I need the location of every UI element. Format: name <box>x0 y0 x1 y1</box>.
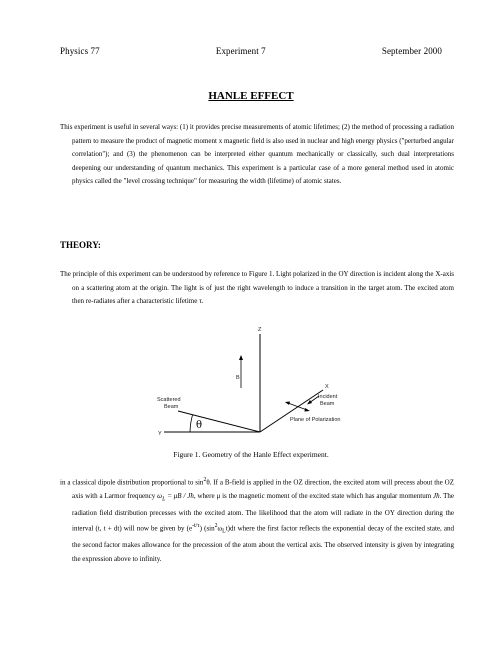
b-field-arrowhead <box>239 355 243 360</box>
header-course: Physics 77 <box>60 46 100 56</box>
body-text: , where μ is the magnetic moment of the excited state which has angular momentum <box>193 491 432 500</box>
larmor-sub: L <box>162 496 166 503</box>
exponent-text: t/τ <box>194 523 200 530</box>
body-sup: 2 <box>214 523 218 530</box>
body-sub: L <box>222 528 226 535</box>
body-text: in a classical dipole distribution proportional to sin <box>60 478 204 487</box>
body-text: ω <box>217 524 223 533</box>
header-experiment: Experiment 7 <box>215 46 266 56</box>
larmor-formula <box>157 491 194 503</box>
larmor-rest: = μB / Jħ <box>165 491 194 500</box>
theta-arc <box>190 415 193 432</box>
polarization-label: Plane of Polarization <box>290 417 341 423</box>
figure-caption: Figure 1. Geometry of the Hanle Effect experiment. <box>173 450 329 459</box>
polarization-arrowhead-left <box>285 402 290 406</box>
intro-paragraph: This experiment is useful in several ways: (1) it provides precise measurements of atomic lifetimes; (2) the method of processing a radiation pattern to measure the product of magnetic moment x magnetic field is also used in nuclear and high energy physics ("perturbed angular correlation"); and (3) the phenomenon can be interpreted either quantum mechanically or classically, such dual interpretations deepening our understanding of quantum mechanics. This experiment is a particular case of a more general method used in atomic physics called the "level crossing technique" for measuring the width (lifetime) of atomic states. <box>60 123 454 185</box>
header-date: September 2000 <box>381 46 442 56</box>
body-text: t)dt where the first factor reflects the exponential decay of the excited state, and the second factor makes allowance for the precession of the atom about the vertical axis. The observed intensity is given by integrating the expression above to infinity. <box>72 524 454 563</box>
z-axis-label: Z <box>258 327 262 333</box>
scattered-label: Scattered <box>157 397 181 403</box>
incident-beam-label: Beam <box>320 401 335 407</box>
theory-paragraph: The principle of this experiment can be understood by reference to Figure 1. Light polarized in the OY direction is incident along the X-axis on a scattering atom at the origin. The light is of just the right wavelength to induce a transition in the target atom. The excited atom then re-radiates after a characteristic lifetime τ. <box>60 270 454 305</box>
hanle-geometry-figure <box>130 322 380 442</box>
angular-momentum: Jħ <box>433 491 440 500</box>
document-title: HANLE EFFECT <box>208 90 294 102</box>
x-axis <box>260 390 323 432</box>
polarization-arrowhead-right <box>305 408 311 412</box>
body-text: ) (sin <box>199 524 215 533</box>
page-header <box>60 46 442 56</box>
body-text: . The radiation field distribution precesses with the excited atom. The likelihood that the atom will radiate in the OY direction during the interval (t, t + dt) will now be given by (e <box>72 491 454 533</box>
incident-label: Incident <box>318 394 338 400</box>
scattered-beam-label: Beam <box>164 404 179 410</box>
x-axis-label: X <box>325 384 329 390</box>
larmor-omega: ω <box>157 491 163 500</box>
body-paragraph <box>60 474 454 566</box>
body-sup: 2 <box>203 477 207 483</box>
body-text: θ. If a B-field is applied in the OZ direction, the excited atom will precess about the OZ axis with a Larmor frequency <box>72 478 454 500</box>
body-sup: - <box>192 523 195 530</box>
polarization-arrow <box>288 403 307 410</box>
theory-heading: THEORY: <box>60 240 101 250</box>
theta-label: θ <box>196 420 203 431</box>
y-axis-label: Y <box>158 431 162 437</box>
b-field-label: B <box>236 375 240 381</box>
